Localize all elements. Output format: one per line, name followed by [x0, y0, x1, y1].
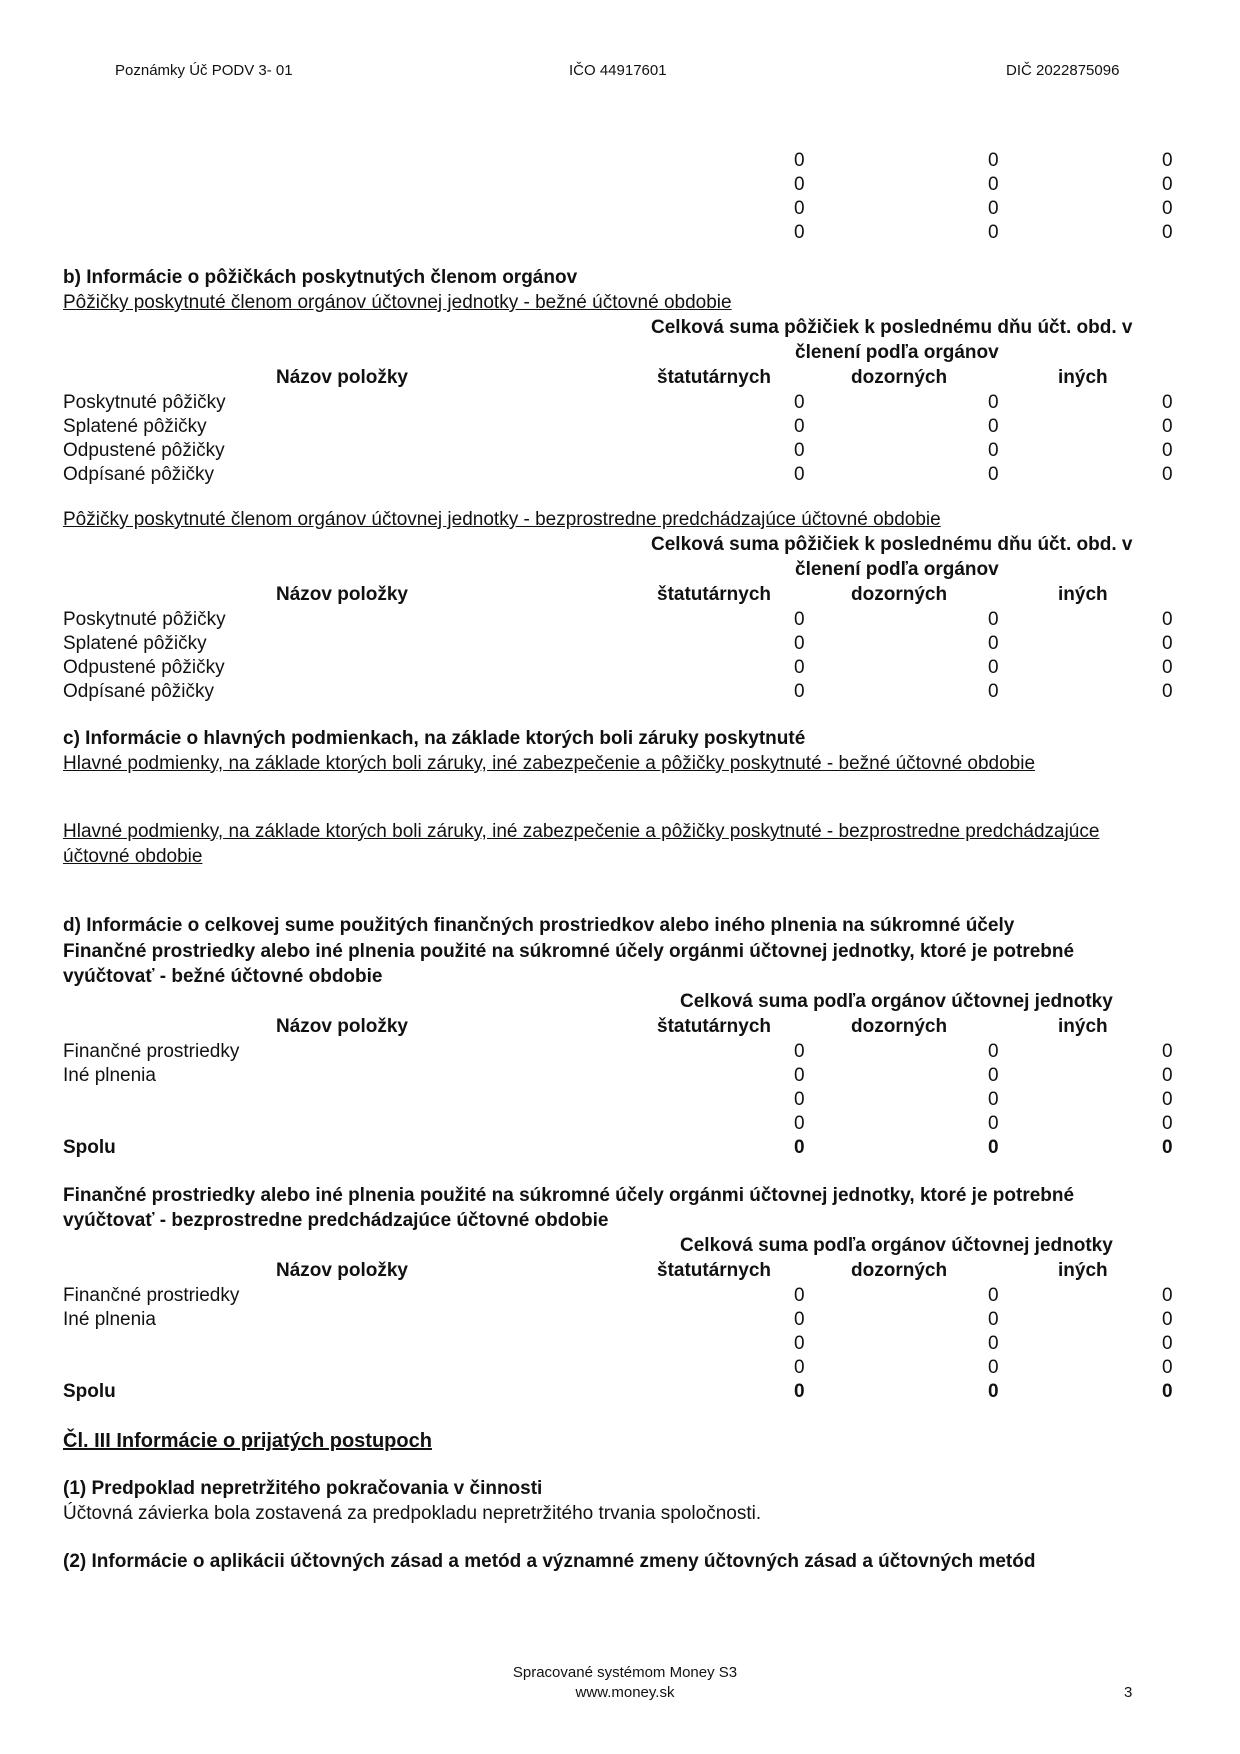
cell-value: 0: [1162, 392, 1173, 413]
table-title-line2: vyúčtovať - bezprostredne predchádzajúce účtovné obdobie: [63, 1210, 609, 1231]
cell-value: 0: [988, 1285, 999, 1306]
row-label: Iné plnenia: [63, 1309, 156, 1330]
cell-value: 0: [794, 1357, 805, 1378]
column-header-other: iných: [1058, 1016, 1108, 1037]
top-value: 0: [1162, 150, 1173, 171]
total-value: 0: [1162, 1381, 1173, 1402]
column-header-supervisory: dozorných: [851, 367, 948, 388]
column-header-name: Názov položky: [276, 1260, 408, 1281]
top-value: 0: [988, 150, 999, 171]
column-header-name: Názov položky: [276, 584, 408, 605]
row-label: Finančné prostriedky: [63, 1041, 240, 1062]
section-c-heading: c) Informácie o hlavných podmienkach, na základe ktorých boli záruky poskytnuté: [63, 728, 806, 749]
total-value: 0: [988, 1137, 999, 1158]
cell-value: 0: [1162, 464, 1173, 485]
table-group-header: Celková suma podľa orgánov účtovnej jednotky: [680, 1235, 1113, 1256]
header-document-id: Poznámky Úč PODV 3- 01: [115, 62, 293, 79]
cell-value: 0: [1162, 1333, 1173, 1354]
table-group-header-line2: členení podľa orgánov: [795, 559, 999, 580]
table-caption: Pôžičky poskytnuté členom orgánov účtovnej jednotky - bežné účtovné obdobie: [63, 292, 732, 313]
total-value: 0: [794, 1381, 805, 1402]
top-value: 0: [988, 174, 999, 195]
total-row-label: Spolu: [63, 1137, 116, 1158]
section-c-current-period: Hlavné podmienky, na základe ktorých boli záruky, iné zabezpečenie a pôžičky poskytnuté - bežné účtovné obdobie: [63, 753, 1036, 774]
cell-value: 0: [1162, 1285, 1173, 1306]
cell-value: 0: [1162, 657, 1173, 678]
column-header-statutory: štatutárnych: [657, 584, 772, 605]
top-value: 0: [1162, 198, 1173, 219]
row-label: Iné plnenia: [63, 1065, 156, 1086]
cell-value: 0: [988, 1041, 999, 1062]
article-iii-heading: Čl. III Informácie o prijatých postupoch: [63, 1430, 432, 1452]
table-caption: Pôžičky poskytnuté členom orgánov účtovnej jednotky - bezprostredne predchádzajúce účtovné obdobie: [63, 509, 941, 530]
cell-value: 0: [794, 681, 805, 702]
top-value: 0: [794, 198, 805, 219]
column-header-other: iných: [1058, 1260, 1108, 1281]
row-label: Finančné prostriedky: [63, 1285, 240, 1306]
cell-value: 0: [794, 1041, 805, 1062]
column-header-other: iných: [1058, 367, 1108, 388]
cell-value: 0: [988, 681, 999, 702]
total-value: 0: [794, 1137, 805, 1158]
top-value: 0: [794, 222, 805, 243]
header-dic: DIČ 2022875096: [1006, 62, 1120, 79]
cell-value: 0: [1162, 681, 1173, 702]
table-group-header: Celková suma podľa orgánov účtovnej jednotky: [680, 991, 1113, 1012]
page-number: 3: [1124, 1684, 1133, 1701]
footer-software-line: Spracované systémom Money S3: [512, 1664, 738, 1681]
cell-value: 0: [988, 633, 999, 654]
cell-value: 0: [1162, 609, 1173, 630]
row-label: Odpísané pôžičky: [63, 681, 215, 702]
cell-value: 0: [1162, 1089, 1173, 1110]
cell-value: 0: [794, 1089, 805, 1110]
column-header-name: Názov položky: [276, 367, 408, 388]
header-ico: IČO 44917601: [569, 62, 667, 79]
cell-value: 0: [794, 440, 805, 461]
cell-value: 0: [794, 464, 805, 485]
cell-value: 0: [794, 657, 805, 678]
row-label: Splatené pôžičky: [63, 633, 207, 654]
top-value: 0: [794, 174, 805, 195]
column-header-name: Názov položky: [276, 1016, 408, 1037]
cell-value: 0: [988, 1357, 999, 1378]
paragraph-1-text: Účtovná závierka bola zostavená za predpokladu nepretržitého trvania spoločnosti.: [63, 1503, 762, 1524]
cell-value: 0: [1162, 1113, 1173, 1134]
cell-value: 0: [794, 633, 805, 654]
top-value: 0: [988, 222, 999, 243]
cell-value: 0: [988, 657, 999, 678]
total-row-label: Spolu: [63, 1381, 116, 1402]
cell-value: 0: [988, 1309, 999, 1330]
row-label: Odpísané pôžičky: [63, 464, 215, 485]
cell-value: 0: [1162, 1065, 1173, 1086]
table-group-header: Celková suma pôžičiek k poslednému dňu účt. obd. v: [651, 317, 1133, 338]
row-label: Odpustené pôžičky: [63, 657, 225, 678]
cell-value: 0: [794, 1333, 805, 1354]
table-title: Finančné prostriedky alebo iné plnenia použité na súkromné účely orgánmi účtovnej jednotky, ktoré je potrebné: [63, 941, 1075, 962]
section-b-heading: b) Informácie o pôžičkách poskytnutých členom orgánov: [63, 267, 578, 288]
cell-value: 0: [1162, 1041, 1173, 1062]
cell-value: 0: [794, 1285, 805, 1306]
row-label: Splatené pôžičky: [63, 416, 207, 437]
cell-value: 0: [988, 1113, 999, 1134]
cell-value: 0: [1162, 1309, 1173, 1330]
cell-value: 0: [1162, 633, 1173, 654]
cell-value: 0: [988, 1065, 999, 1086]
table-group-header-line2: členení podľa orgánov: [795, 342, 999, 363]
cell-value: 0: [794, 1065, 805, 1086]
total-value: 0: [988, 1381, 999, 1402]
column-header-supervisory: dozorných: [851, 1260, 948, 1281]
row-label: Odpustené pôžičky: [63, 440, 225, 461]
cell-value: 0: [988, 1089, 999, 1110]
column-header-statutory: štatutárnych: [657, 367, 772, 388]
column-header-statutory: štatutárnych: [657, 1260, 772, 1281]
cell-value: 0: [1162, 416, 1173, 437]
row-label: Poskytnuté pôžičky: [63, 392, 226, 413]
cell-value: 0: [988, 609, 999, 630]
cell-value: 0: [1162, 440, 1173, 461]
table-title: Finančné prostriedky alebo iné plnenia použité na súkromné účely orgánmi účtovnej jednotky, ktoré je potrebné: [63, 1185, 1075, 1206]
paragraph-1-heading: (1) Predpoklad nepretržitého pokračovania v činnosti: [63, 1478, 543, 1499]
cell-value: 0: [988, 1333, 999, 1354]
cell-value: 0: [794, 392, 805, 413]
cell-value: 0: [794, 416, 805, 437]
column-header-supervisory: dozorných: [851, 584, 948, 605]
section-c-previous-period: Hlavné podmienky, na základe ktorých boli záruky, iné zabezpečenie a pôžičky poskytnuté - bezprostredne predchádzajúce: [63, 821, 1100, 842]
section-d-heading: d) Informácie o celkovej sume použitých finančných prostriedkov alebo iného plnenia na súkromné účely: [63, 915, 1015, 936]
cell-value: 0: [794, 1309, 805, 1330]
total-value: 0: [1162, 1137, 1173, 1158]
cell-value: 0: [988, 464, 999, 485]
cell-value: 0: [794, 1113, 805, 1134]
footer-website: www.money.sk: [575, 1684, 675, 1701]
row-label: Poskytnuté pôžičky: [63, 609, 226, 630]
cell-value: 0: [988, 440, 999, 461]
table-title-line2: vyúčtovať - bežné účtovné obdobie: [63, 966, 383, 987]
cell-value: 0: [988, 392, 999, 413]
cell-value: 0: [1162, 1357, 1173, 1378]
top-value: 0: [794, 150, 805, 171]
paragraph-2-heading: (2) Informácie o aplikácii účtovných zásad a metód a významné zmeny účtovných zásad a účtovných metód: [63, 1551, 1036, 1572]
table-group-header: Celková suma pôžičiek k poslednému dňu účt. obd. v: [651, 534, 1133, 555]
cell-value: 0: [988, 416, 999, 437]
top-value: 0: [1162, 222, 1173, 243]
section-c-previous-period-cont: účtovné obdobie: [63, 846, 203, 867]
column-header-statutory: štatutárnych: [657, 1016, 772, 1037]
column-header-other: iných: [1058, 584, 1108, 605]
top-value: 0: [988, 198, 999, 219]
top-value: 0: [1162, 174, 1173, 195]
column-header-supervisory: dozorných: [851, 1016, 948, 1037]
cell-value: 0: [794, 609, 805, 630]
